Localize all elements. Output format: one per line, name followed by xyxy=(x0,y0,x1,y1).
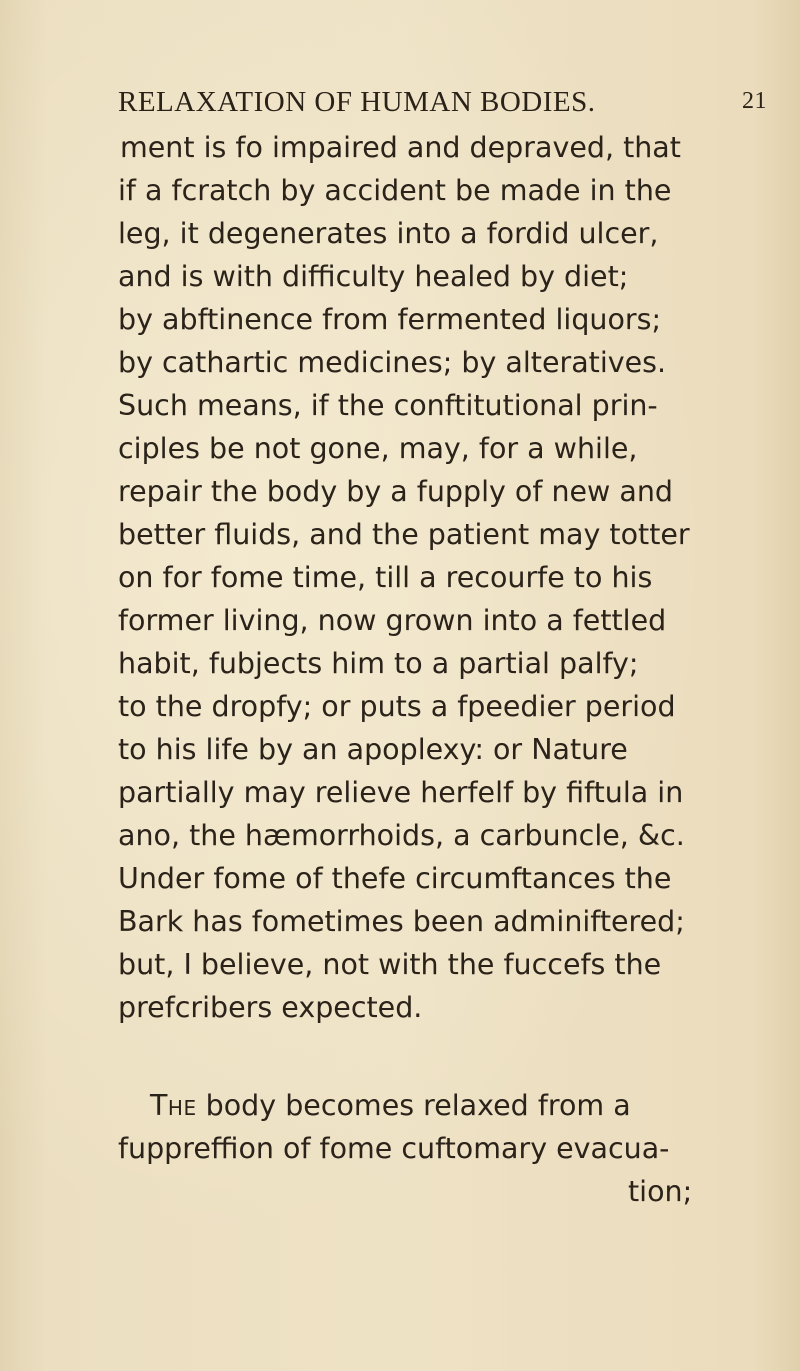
text-line: ciples be not gone, may, for a while, xyxy=(118,432,638,465)
text-line: Under fome of thefe circumftances the xyxy=(118,862,672,895)
text-line: Bark has fometimes been adminiftered; xyxy=(118,905,685,938)
text-line: former living, now grown into a fettled xyxy=(118,604,667,637)
running-head: RELAXATION OF HUMAN BODIES. xyxy=(118,86,596,118)
text-line: Such means, if the conftitutional prin- xyxy=(118,389,658,422)
text-line: leg, it degenerates into a fordid ulcer, xyxy=(118,217,659,250)
text-line: to the dropfy; or puts a fpeedier period xyxy=(118,690,676,723)
text-line: prefcribers expected. xyxy=(118,991,423,1024)
text-line: repair the body by a fupply of new and xyxy=(118,475,674,508)
text-line: habit, fubjects him to a partial palfy; xyxy=(118,647,639,680)
text-line: on for fome time, till a recourfe to his xyxy=(118,561,653,594)
paragraph-first-word: The xyxy=(150,1089,197,1122)
text-line: fuppreffion of fome cuftomary evacua- xyxy=(118,1132,670,1165)
text-line: by abftinence from fermented liquors; xyxy=(118,303,662,336)
text-line: by cathartic medicines; by alteratives. xyxy=(118,346,667,379)
text-line: ano, the hæmorrhoids, a carbuncle, &c. xyxy=(118,819,685,852)
text-line: tion; xyxy=(628,1175,693,1208)
text-line: to his life by an apoplexy: or Nature xyxy=(118,733,628,766)
text-line: partially may relieve herfelf by fiftula in xyxy=(118,776,684,809)
text-line: and is with difficulty healed by diet; xyxy=(118,260,629,293)
text-line: better fluids, and the patient may totter xyxy=(118,518,690,551)
text-line: but, I believe, not with the fuccefs the xyxy=(118,948,662,981)
text-line: ment is fo impaired and depraved, that xyxy=(120,131,681,164)
paragraph-start-line xyxy=(150,1086,631,1126)
text-line: if a fcratch by accident be made in the xyxy=(118,174,672,207)
page-number: 21 xyxy=(742,88,767,114)
text-fragment: body becomes relaxed from a xyxy=(196,1089,631,1122)
